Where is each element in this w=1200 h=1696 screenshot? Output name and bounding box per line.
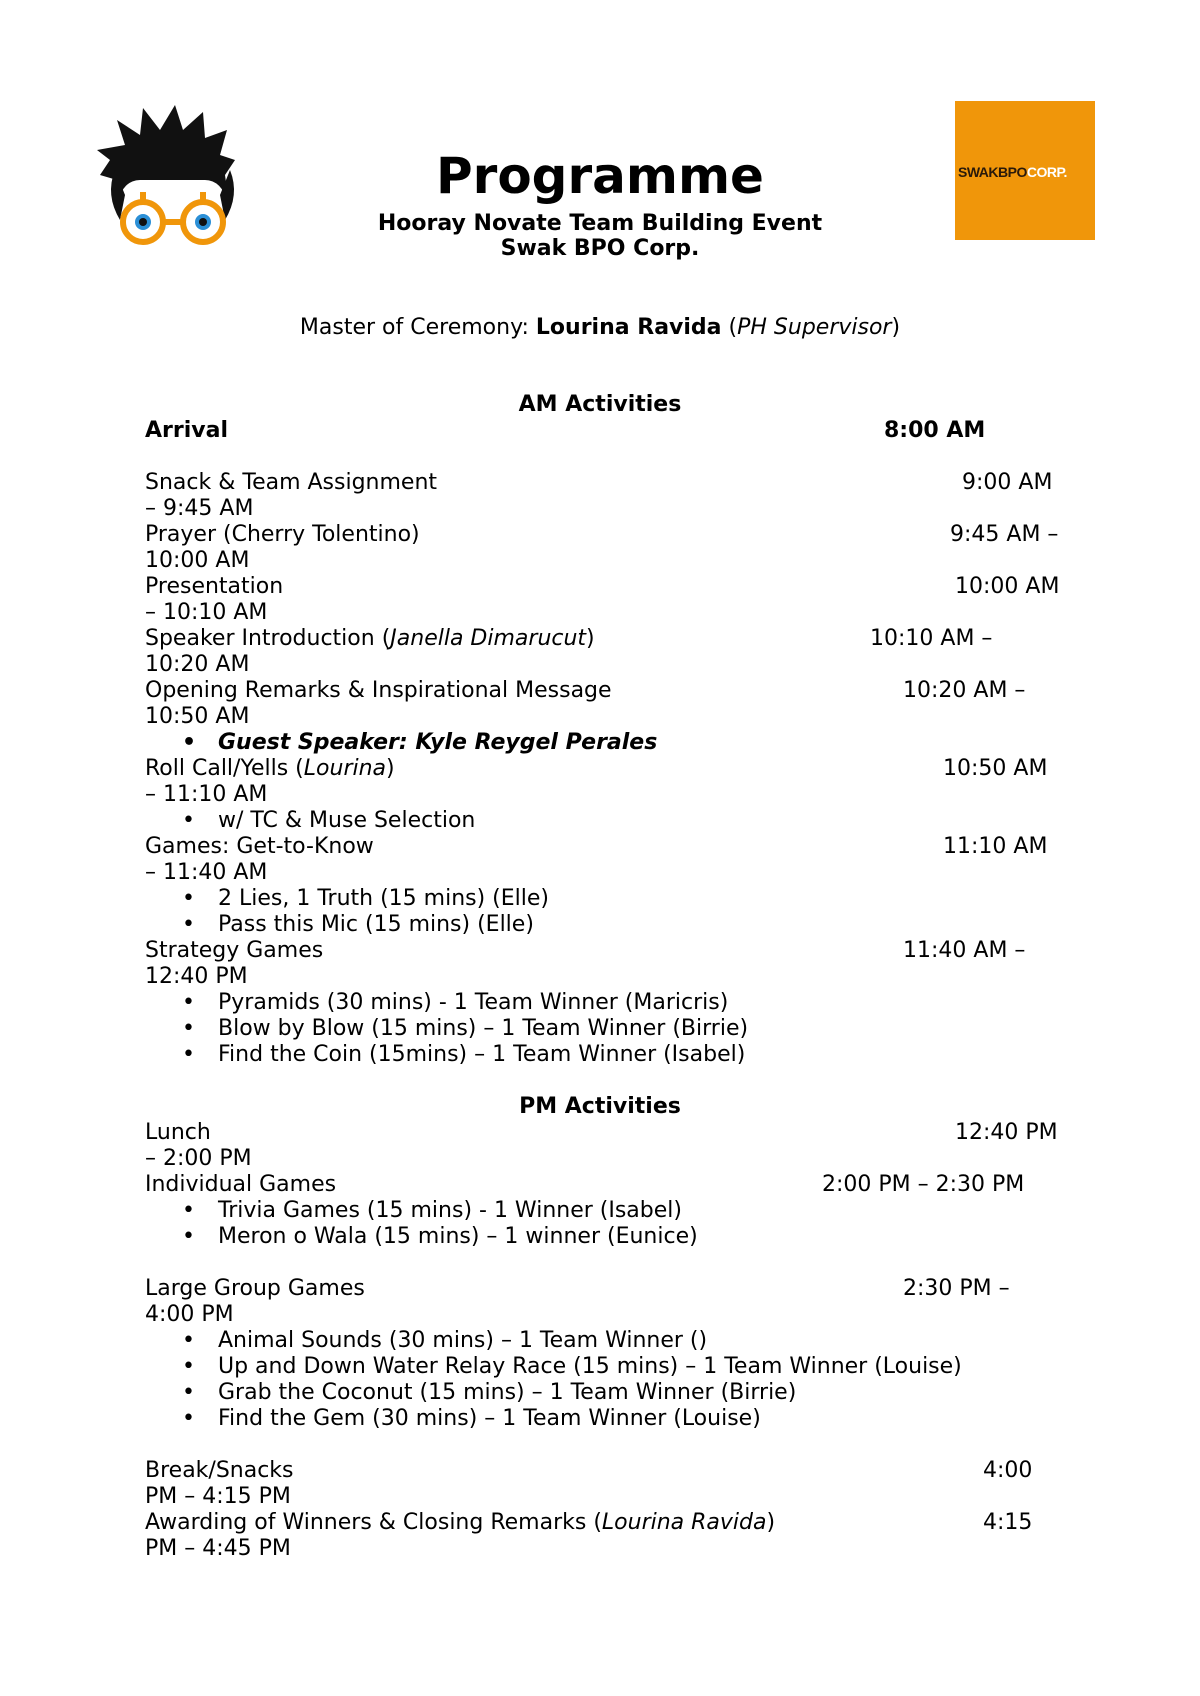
mc-role: PH Supervisor [737,315,892,340]
lunch-label: Lunch [145,1120,211,1145]
large-bullet-2: • Up and Down Water Relay Race (15 mins) – 1 Team Winner (Louise) [218,1354,962,1380]
prayer-time-a: 9:45 AM – [950,522,1059,547]
pm-heading: PM Activities [519,1094,681,1119]
logo-text-dark: SWAKBPO [958,164,1027,180]
rollcall-label [145,756,395,782]
rollcall-label-a: Roll Call/Yells ( [145,756,304,781]
getknow-bullet-1: • 2 Lies, 1 Truth (15 mins) (Elle) [218,886,549,912]
arrival-time: 8:00 AM [884,418,986,443]
large-time-b: 4:00 PM [145,1302,234,1327]
logo-text-light: CORP. [1026,164,1067,180]
individual-bullet-2: • Meron o Wala (15 mins) – 1 winner (Eunice) [218,1224,698,1250]
page-title: Programme [436,147,764,205]
rollcall-time-b: – 11:10 AM [145,782,268,807]
awarding-name: Lourina Ravida [601,1510,767,1535]
mc-name: Lourina Ravida [535,315,722,340]
prayer-time-b: 10:00 AM [145,548,250,573]
snack-label: Snack & Team Assignment [145,470,438,495]
speaker-time-a: 10:10 AM – [870,626,993,651]
snack-time-b: – 9:45 AM [145,496,254,521]
large-bullet-1: • Animal Sounds (30 mins) – 1 Team Winner () [218,1328,707,1354]
individual-label: Individual Games [145,1172,337,1197]
getknow-label: Games: Get-to-Know [145,834,374,859]
break-label: Break/Snacks [145,1458,294,1483]
mc-paren-close: ) [891,315,901,340]
mc-paren-open: ( [721,315,738,340]
speaker-intro-label [145,626,595,652]
rollcall-bullet: • w/ TC & Muse Selection [218,808,475,834]
speaker-label-a: Speaker Introduction ( [145,626,391,651]
awarding-time-b: PM – 4:45 PM [145,1536,291,1561]
awarding-label-a: Awarding of Winners & Closing Remarks ( [145,1510,602,1535]
speaker-label-b: ) [586,626,595,651]
strategy-time-a: 11:40 AM – [903,938,1026,963]
speaker-name: Janella Dimarucut [390,626,587,651]
opening-time-a: 10:20 AM – [903,678,1026,703]
snack-time-a: 9:00 AM [962,470,1053,495]
individual-bullet-1: • Trivia Games (15 mins) - 1 Winner (Isabel) [218,1198,682,1224]
rollcall-label-b: ) [386,756,395,781]
large-bullet-4: • Find the Gem (30 mins) – 1 Team Winner (Louise) [218,1406,761,1432]
guest-speaker-bullet: • Guest Speaker: Kyle Reygel Perales [218,730,657,756]
strategy-bullet-2: • Blow by Blow (15 mins) – 1 Team Winner (Birrie) [218,1016,748,1042]
large-label: Large Group Games [145,1276,365,1301]
event-subtitle: Hooray Novate Team Building Event [377,211,823,236]
opening-time-b: 10:50 AM [145,704,250,729]
break-time-a: 4:00 [983,1458,1033,1483]
presentation-label: Presentation [145,574,284,599]
strategy-bullet-1: • Pyramids (30 mins) - 1 Team Winner (Maricris) [218,990,728,1016]
presentation-time-b: – 10:10 AM [145,600,268,625]
lunch-time-b: – 2:00 PM [145,1146,252,1171]
getknow-time-b: – 11:40 AM [145,860,268,885]
awarding-label [145,1510,775,1536]
strategy-bullet-3: • Find the Coin (15mins) – 1 Team Winner (Isabel) [218,1042,745,1068]
mc-label: Master of Ceremony: [299,315,536,340]
prayer-label: Prayer (Cherry Tolentino) [145,522,420,547]
awarding-time-a: 4:15 [983,1510,1033,1535]
individual-time: 2:00 PM – 2:30 PM [822,1172,1025,1197]
large-time-a: 2:30 PM – [903,1276,1010,1301]
company-subtitle: Swak BPO Corp. [500,236,700,261]
am-heading: AM Activities [518,392,682,417]
large-bullet-3: • Grab the Coconut (15 mins) – 1 Team Winner (Birrie) [218,1380,796,1406]
lunch-time-a: 12:40 PM [955,1120,1058,1145]
master-of-ceremony [0,315,1200,341]
strategy-label: Strategy Games [145,938,324,963]
presentation-time-a: 10:00 AM [955,574,1060,599]
awarding-label-b: ) [766,1510,776,1535]
strategy-time-b: 12:40 PM [145,964,248,989]
opening-label: Opening Remarks & Inspirational Message [145,678,612,703]
getknow-time-a: 11:10 AM [943,834,1048,859]
break-time-b: PM – 4:15 PM [145,1484,291,1509]
rollcall-name: Lourina [303,756,387,781]
speaker-time-b: 10:20 AM [145,652,250,677]
arrival-label: Arrival [145,418,228,443]
getknow-bullet-2: • Pass this Mic (15 mins) (Elle) [218,912,534,938]
rollcall-time-a: 10:50 AM [943,756,1048,781]
